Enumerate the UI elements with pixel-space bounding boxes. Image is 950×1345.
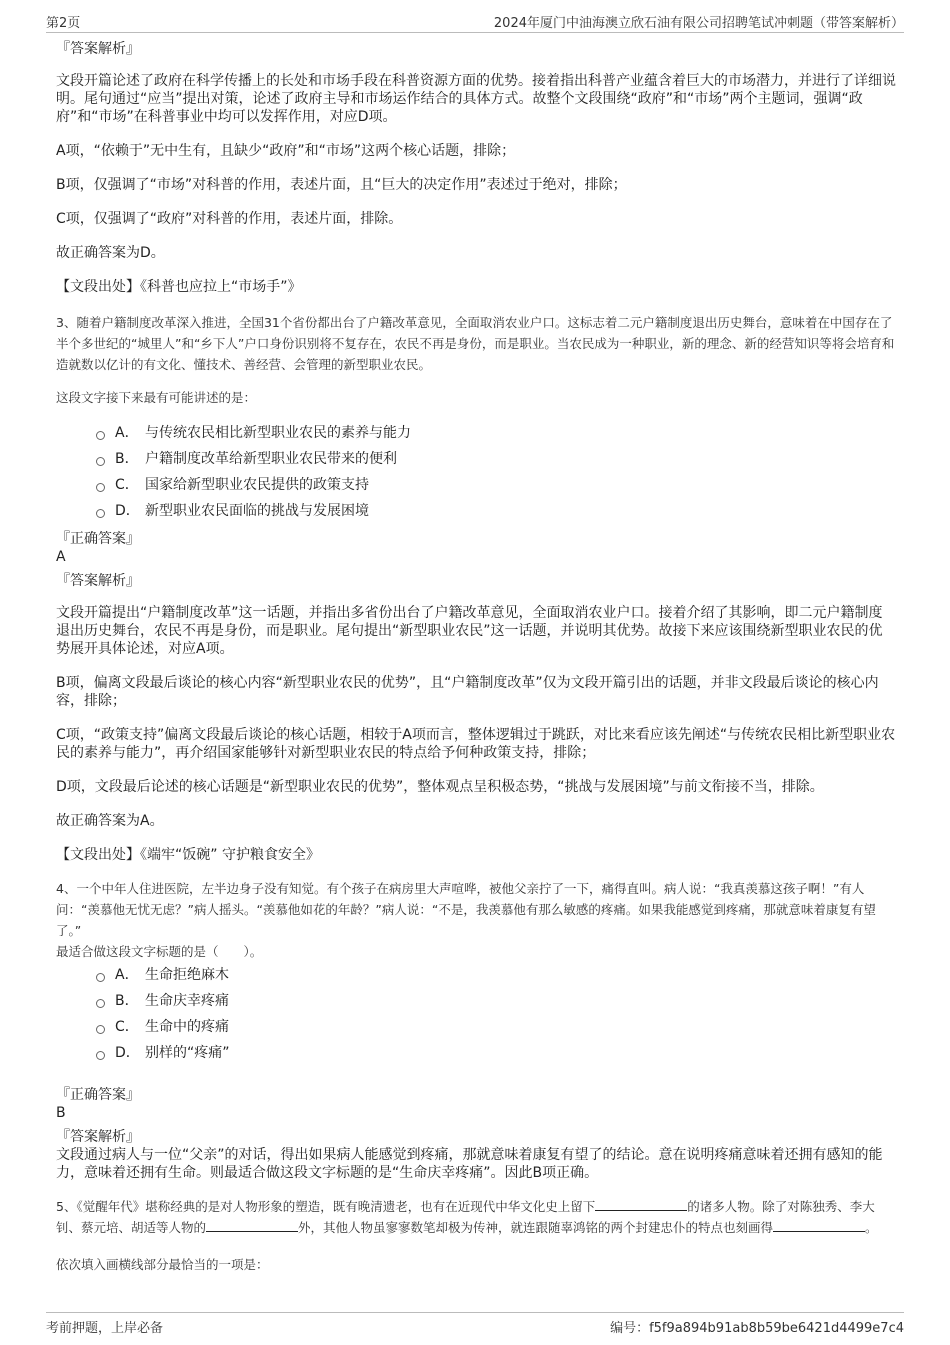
q3-conclusion: 故正确答案为A。 (56, 813, 164, 829)
answer-analysis-label: 『答案解析』 (56, 573, 140, 589)
q4-option-a[interactable]: A． 生命拒绝麻木 (96, 962, 896, 988)
source-label: 【文段出处】 (56, 279, 140, 295)
radio-icon[interactable] (96, 431, 105, 440)
document-body (56, 40, 896, 1275)
q3-option-a[interactable]: A． 与传统农民相比新型职业农民的素养与能力 (96, 420, 896, 446)
document-title: 2024年厦门中油海澳立欣石油有限公司招聘笔试冲刺题（带答案解析） (493, 16, 904, 31)
q2-analysis-main: 文段开篇论述了政府在科学传播上的长处和市场手段在科普资源方面的优势。接着指出科普产业蕴含着巨大的市场潜力，并进行了详细说明。尾句通过“应当”提出对策，论述了政府主导和市场运作结合的具体方式。故整个文段围绕“政府”和“市场”两个主题词，强调“政府”和“市场”在科普事业中均可以发挥作用，对应D项。 (56, 73, 896, 125)
q3-prompt: 这段文字接下来最有可能讲述的是： (56, 390, 257, 405)
q3-answer: A (56, 549, 66, 565)
q2-analysis-c: C项，仅强调了“政府”对科普的作用，表述片面，排除。 (56, 211, 403, 227)
q2-source (56, 278, 896, 296)
page-number: 第2页 (46, 16, 81, 31)
q3-option-c[interactable]: C． 国家给新型职业农民提供的政策支持 (96, 472, 896, 498)
q4-stem: 4、一个中年人住进医院，左半边身子没有知觉。有个孩子在病房里大声喧哗，被他父亲拧了一下，痛得直叫。病人说：“我真羡慕这孩子啊！”有人问：“羡慕他无忧无虑？”病人摇头。“羡慕他如花的年龄？”病人说：“不是，我羡慕他有那么敏感的疼痛。如果我能感觉到疼痛，那就意味着康复有望了。” (56, 881, 876, 938)
q3-option-b[interactable]: B． 户籍制度改革给新型职业农民带来的便利 (96, 446, 896, 472)
fill-blank-1 (595, 1198, 687, 1211)
q4-analysis: 文段通过病人与一位“父亲”的对话，得出如果病人能感觉到疼痛，那就意味着康复有望了的结论。意在说明疼痛意味着还拥有感知的能力，意味着还拥有生命。则最适合做这段文字标题的是“生命庆幸疼痛”。因此B项正确。 (56, 1147, 883, 1181)
q3-source-title: 《端牢“饭碗” 守护粮食安全》 (140, 847, 320, 863)
radio-icon[interactable] (96, 999, 105, 1008)
radio-icon[interactable] (96, 1025, 105, 1034)
radio-icon[interactable] (96, 483, 105, 492)
q5-stem: 5、《觉醒年代》堪称经典的是对人物形象的塑造，既有晚清遗老，也有在近现代中华文化史上留下 的诸多人物。除了对陈独秀、李大钊、蔡元培、胡适等人物的 外，其他人物虽寥寥数笔却极为传神，就连跟随辜鸿铭的两个封建忠仆的特点也刻画得 。 (56, 1199, 878, 1235)
radio-icon[interactable] (96, 509, 105, 518)
fill-blank-2 (206, 1219, 298, 1232)
radio-icon[interactable] (96, 457, 105, 466)
q2-analysis-a: A项，“依赖于”无中生有，且缺少“政府”和“市场”这两个核心话题，排除； (56, 143, 516, 159)
q4-answer: B (56, 1105, 66, 1121)
q2-conclusion: 故正确答案为D。 (56, 245, 165, 261)
footer-slogan: 考前押题，上岸必备 (46, 1321, 164, 1336)
correct-answer-label: 『正确答案』 (56, 531, 140, 547)
correct-answer-label: 『正确答案』 (56, 1087, 140, 1103)
page-footer (46, 1312, 904, 1339)
q4-option-d[interactable]: D． 别样的“疼痛” (96, 1040, 896, 1066)
fill-blank-3 (773, 1219, 865, 1232)
q4-option-b[interactable]: B． 生命庆幸疼痛 (96, 988, 896, 1014)
q3-analysis-main: 文段开篇提出“户籍制度改革”这一话题，并指出多省份出台了户籍改革意见，全面取消农业户口。接着介绍了其影响，即二元户籍制度退出历史舞台，农民不再是身份，而是职业。尾句提出“新型职业农民”这一话题，并说明其优势。故接下来应该围绕新型职业农民的优势展开具体论述，对应A项。 (56, 605, 883, 657)
q5-prompt: 依次填入画横线部分最恰当的一项是： (56, 1257, 269, 1272)
page-header (46, 10, 904, 33)
q3-option-d[interactable]: D． 新型职业农民面临的挑战与发展困境 (96, 498, 896, 524)
q3-source (56, 846, 896, 864)
radio-icon[interactable] (96, 973, 105, 982)
q4-prompt: 最适合做这段文字标题的是（ ）。 (56, 944, 263, 959)
source-label: 【文段出处】 (56, 847, 140, 863)
q3-analysis-d: D项，文段最后论述的核心话题是“新型职业农民的优势”，整体观点呈积极态势，“挑战与发展困境”与前文衔接不当，排除。 (56, 779, 824, 795)
q3-analysis-b: B项，偏离文段最后谈论的核心内容“新型职业农民的优势”，且“户籍制度改革”仅为文段开篇引出的话题，并非文段最后谈论的核心内容，排除； (56, 675, 879, 709)
q4-option-c[interactable]: C． 生命中的疼痛 (96, 1014, 896, 1040)
radio-icon[interactable] (96, 1051, 105, 1060)
q2-analysis-b: B项，仅强调了“市场”对科普的作用，表述片面，且“巨大的决定作用”表述过于绝对，排除； (56, 177, 627, 193)
answer-analysis-label: 『答案解析』 (56, 1129, 140, 1145)
answer-analysis-label: 『答案解析』 (56, 41, 140, 57)
q2-source-title: 《科普也应拉上“市场手”》 (140, 279, 302, 295)
document-code: 编号：f5f9a894b91ab8b59be6421d4499e7c4 (610, 1321, 904, 1336)
q3-stem: 3、随着户籍制度改革深入推进，全国31个省份都出台了户籍改革意见，全面取消农业户口。这标志着二元户籍制度退出历史舞台，意味着在中国存在了半个多世纪的“城里人”和“乡下人”户口身份识别将不复存在，农民不再是身份，而是职业。当农民成为一种职业，新的理念、新的经营知识等将会培育和造就数以亿计的有文化、懂技术、善经营、会管理的新型职业农民。 (56, 315, 895, 372)
q3-analysis-c: C项，“政策支持”偏离文段最后谈论的核心话题，相较于A项而言，整体逻辑过于跳跃，对比来看应该先阐述“与传统农民相比新型职业农民的素养与能力”，再介绍国家能够针对新型职业农民的特点给予何种政策支持，排除； (56, 727, 896, 761)
